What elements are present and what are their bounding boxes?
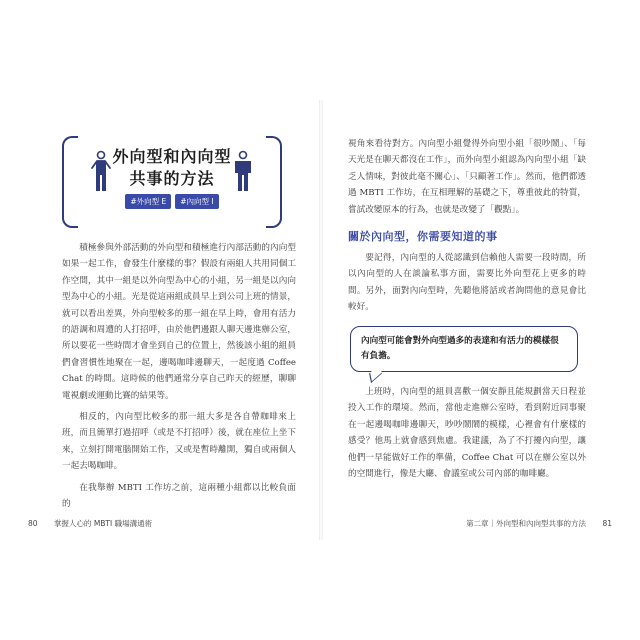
book-title: 掌握人心的 MBTI 職場溝通術 <box>53 519 153 528</box>
chapter-title-line2: 共事的方法 <box>129 169 215 188</box>
right-paragraph-3: 上班時，內向型的組員喜歡一個安靜且能規劃當天日程並投入工作的環境。然而，當他走進辦公室時，看到附近同事聚在一起邊喝咖啡邊聊天，吵吵鬧鬧的模樣，心裡會有什麼樣的感受？他馬上就會感到焦慮。我建議，為了不打擾內向型，讓他們一早能做好工作的準備，Coffee Chat 可以在辦公室以外的空間進行，像是大廳、會議室或公司內部的咖啡廳。 <box>348 387 586 480</box>
tag-extrovert: #外向型 E <box>125 194 171 209</box>
book-gutter <box>319 100 323 540</box>
left-paragraph-1: 積極參與外部活動的外向型和積極進行內部活動的內向型如果一起工作，會發生什麼樣的事？假設有兩組人共用同個工作空間，其中一組是以外向型為中心的小組，另一組是以內向型為中心的小組。光是從這兩組成員早上到公司上班的情景，就可以看出差異，外向型較多的那一組在早上時，會用有活力的語調和周遭的人打招呼，由於他們邊跟人聊天邊進辦公室，所以要花一些時間才會坐到自己的位置上，然後該小組的組員們會習慣性地聚在一起，邊喝咖啡邊聊天，一起度過 Coffee Chat 的時間。這時候的他們通常分享自己昨天的經歷，聊聊電視劇或運動比賽的結果等。 <box>62 243 296 401</box>
right-paragraph-2: 要記得，內向型的人從認識到信賴他人需要一段時間，所以內向型的人在談論私事方面，需要比外向型花上更多的時間。另外，面對內向型時，先聽他將話或者詢問他的意見會比較好。 <box>348 253 586 313</box>
chapter-title-line1: 外向型和內向型 <box>112 147 232 166</box>
left-paragraph-2: 相反的，內向型比較多的那一組大多是各自帶咖啡來上班，而且簡單打過招呼（或是不打招呼）後，就在座位上坐下來，立刻打開電腦開始工作，又或是暫時離開，獨自或兩個人一起去喝咖啡。 <box>62 412 296 472</box>
left-body-text <box>62 240 296 518</box>
right-body-mid <box>348 250 586 321</box>
left-page <box>14 100 314 540</box>
left-paragraph-3: 在我舉辦 MBTI 工作坊之前，這兩種小組都以比較負面的 <box>62 482 296 510</box>
right-page <box>326 100 626 540</box>
callout-bubble: 內向型可能會對外向型過多的表達和有活力的模樣很有負擔。 <box>350 326 578 372</box>
tag-introvert: #內向型 I <box>175 194 218 209</box>
section-heading: 關於內向型，你需要知道的事 <box>348 230 498 243</box>
right-page-number: 81 <box>602 519 612 528</box>
chapter-name: 第二章｜外向型和內向型共事的方法 <box>466 519 587 528</box>
right-paragraph-1: 視角來看待對方。內向型小組覺得外向型小組「很吵鬧」、「每天光是在聊天都沒在工作」，而外向型小組認為內向型小組「缺乏人情味，對彼此毫不關心」、「只顧著工作」。然而，他們都透過 MBTI 工作坊，在互相理解的基礎之下，尊重彼此的特質，嘗試改變原本的行為，也就是改變了「觀點」。 <box>348 139 586 215</box>
tag-row <box>62 194 282 209</box>
left-footer <box>28 518 152 529</box>
left-page-number: 80 <box>28 519 38 528</box>
right-body-top <box>348 136 586 223</box>
right-body-bottom <box>348 384 586 487</box>
right-footer <box>466 518 612 529</box>
book-spread <box>14 100 626 540</box>
chapter-title-box <box>62 136 282 224</box>
